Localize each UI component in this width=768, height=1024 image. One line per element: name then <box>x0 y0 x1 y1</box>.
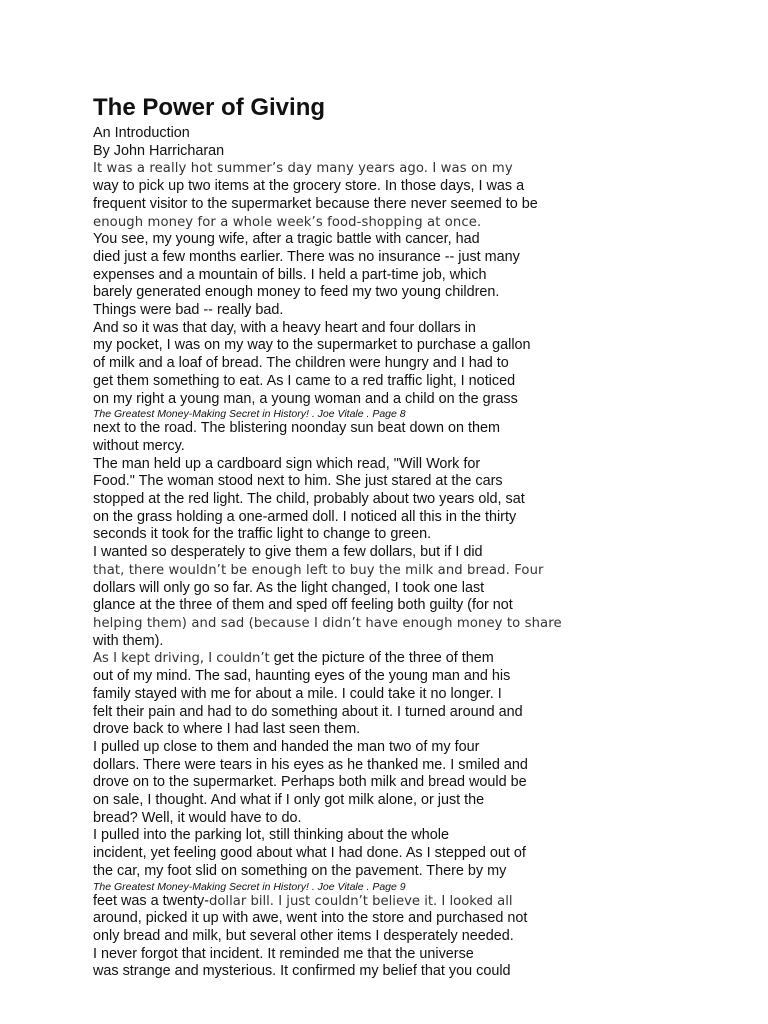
text-line: seconds it took for the traffic light to change to green. <box>93 526 432 543</box>
text-line: You see, my young wife, after a tragic battle with cancer, had <box>93 231 480 248</box>
text-line: incident, yet feeling good about what I had done. As I stepped out of <box>93 845 526 862</box>
text-line: on sale, I thought. And what if I only got milk alone, or just the <box>93 792 485 809</box>
text-line: felt their pain and had to do something about it. I turned around and <box>93 703 523 720</box>
text-line: enough money for a whole week’s food-shopping at once. <box>93 214 482 230</box>
text-line: family stayed with me for about a mile. I could take it no longer. I <box>93 685 502 702</box>
subtitle: An Introduction <box>93 125 190 141</box>
text-line: The man held up a cardboard sign which read, "Will Work for <box>93 455 481 472</box>
text-line: was strange and mysterious. It confirmed my belief that you could <box>93 963 511 980</box>
text-line: out of my mind. The sad, haunting eyes of the young man and his <box>93 668 511 685</box>
text-line <box>93 650 613 668</box>
text-line: I never forgot that incident. It reminded me that the universe <box>93 945 474 962</box>
text-line: I pulled up close to them and handed the man two of my four <box>93 738 480 755</box>
text-segment: get the picture of the three of them <box>273 650 494 667</box>
page-title: The Power of Giving <box>93 94 326 121</box>
text-line: dollars will only go so far. As the light changed, I took one last <box>93 579 485 596</box>
text-segment: As I kept driving, I couldn’t <box>93 651 270 667</box>
text-line: way to pick up two items at the grocery store. In those days, I was a <box>93 178 525 195</box>
text-line: Things were bad -- really bad. <box>93 302 284 319</box>
page-footer: The Greatest Money-Making Secret in History! . Joe Vitale . Page 8 <box>93 408 406 421</box>
text-line: helping them) and sad (because I didn’t have enough money to share <box>93 615 562 631</box>
text-line: get them something to eat. As I came to a red traffic light, I noticed <box>93 372 516 389</box>
text-line: drove back to where I had last seen them. <box>93 721 361 738</box>
text-line: on the grass holding a one-armed doll. I noticed all this in the thirty <box>93 508 517 525</box>
page-footer: The Greatest Money-Making Secret in History! . Joe Vitale . Page 9 <box>93 880 406 893</box>
text-line: my pocket, I was on my way to the supermarket to purchase a gallon <box>93 337 531 354</box>
text-line: died just a few months earlier. There was no insurance -- just many <box>93 248 520 265</box>
text-line: And so it was that day, with a heavy heart and four dollars in <box>93 319 476 336</box>
text-line: on my right a young man, a young woman and a child on the grass <box>93 390 518 407</box>
text-line: the car, my foot slid on something on the pavement. There by my <box>93 862 507 879</box>
text-line: barely generated enough money to feed my two young children. <box>93 284 500 301</box>
text-line: I wanted so desperately to give them a few dollars, but if I did <box>93 544 483 561</box>
text-line: stopped at the red light. The child, probably about two years old, sat <box>93 491 525 508</box>
text-line: around, picked it up with awe, went into the store and purchased not <box>93 910 528 927</box>
text-line: dollars. There were tears in his eyes as he thanked me. I smiled and <box>93 756 528 773</box>
text-line: with them). <box>93 632 164 649</box>
text-line: that, there wouldn’t be enough left to buy the milk and bread. Four <box>93 562 544 578</box>
text-line: glance at the three of them and sped off feeling both guilty (for not <box>93 597 513 614</box>
text-line: Food." The woman stood next to him. She just stared at the cars <box>93 473 503 490</box>
text-line: of milk and a loaf of bread. The children were hungry and I had to <box>93 355 509 372</box>
text-segment: dollar bill. I just couldn’t believe it. I looked all <box>208 893 513 909</box>
text-line: only bread and milk, but several other items I desperately needed. <box>93 927 514 944</box>
text-line: I pulled into the parking lot, still thinking about the whole <box>93 827 449 844</box>
byline: By John Harricharan <box>93 142 225 159</box>
text-segment: feet was a twenty- <box>93 892 209 909</box>
text-line: expenses and a mountain of bills. I held a part-time job, which <box>93 266 487 283</box>
text-line: bread? Well, it would have to do. <box>93 809 302 826</box>
text-line: It was a really hot summer’s day many years ago. I was on my <box>93 161 513 177</box>
text-line <box>93 893 613 911</box>
text-line: frequent visitor to the supermarket because there never seemed to be <box>93 195 538 212</box>
text-line: without mercy. <box>93 437 185 454</box>
text-line: next to the road. The blistering noonday sun beat down on them <box>93 420 500 437</box>
document-body <box>93 93 613 981</box>
text-line: drove on to the supermarket. Perhaps both milk and bread would be <box>93 774 527 791</box>
